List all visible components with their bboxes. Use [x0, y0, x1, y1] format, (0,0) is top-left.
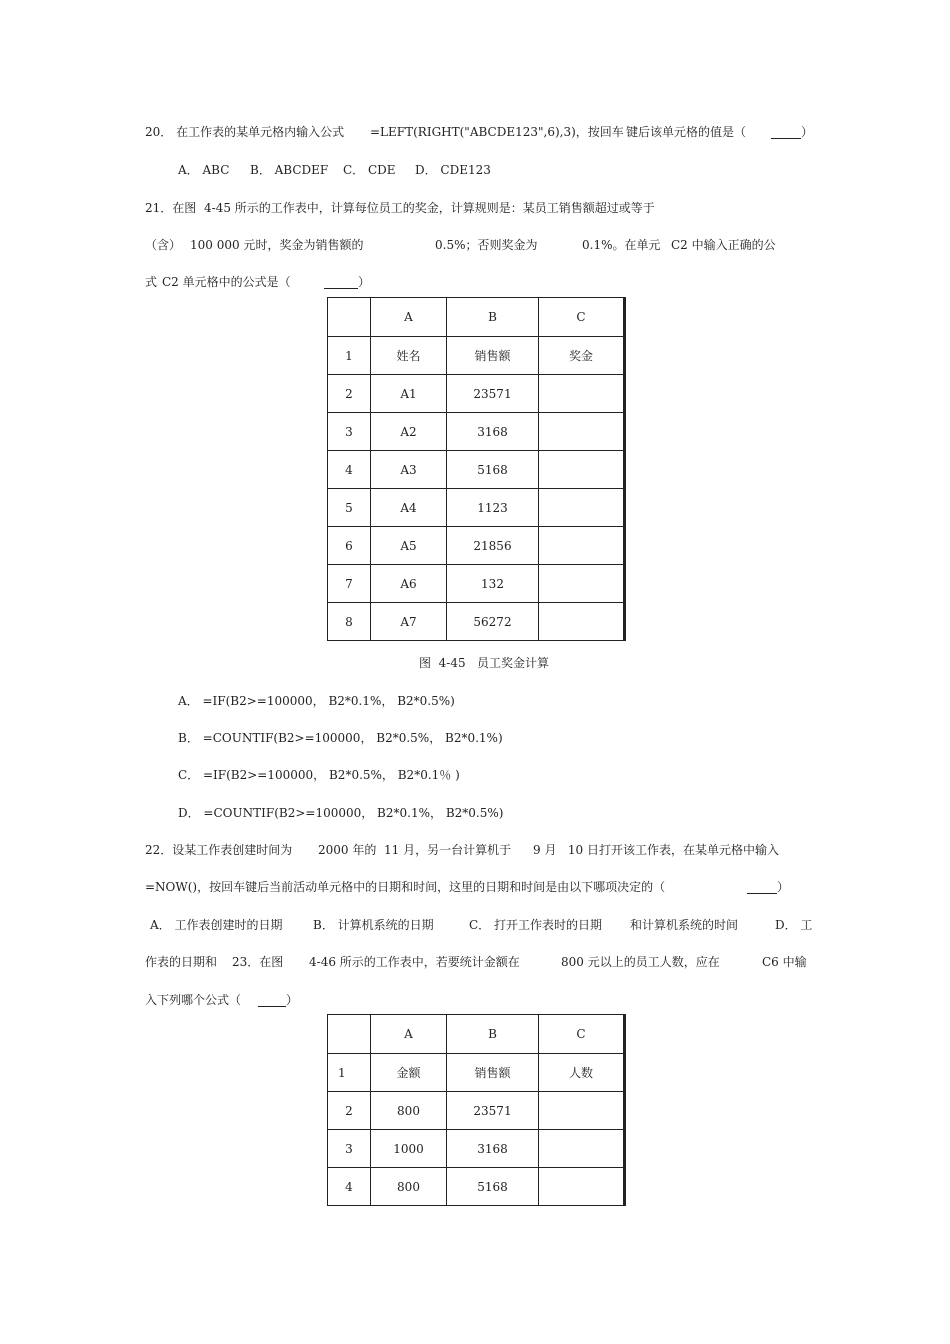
table-cell: A1 [371, 375, 447, 413]
figure-caption-4-45: 图 4-45 员工奖金计算 [419, 656, 550, 670]
q20-answer-blank [771, 125, 813, 139]
q20-text [145, 125, 344, 139]
q21-line2e: C2 中输入正确的公 [671, 238, 776, 252]
q22-option-c: C． 打开工作表时的日期 [469, 918, 602, 932]
table-cell: A2 [371, 413, 447, 451]
row-number: 8 [328, 603, 371, 641]
q20-option-a: A． ABC [178, 163, 230, 177]
q20-option-d: D． CDE123 [415, 163, 491, 177]
q21-line1a: 21．在图 [145, 201, 197, 215]
table-cell: A5 [371, 527, 447, 565]
table-row [328, 527, 625, 565]
table-cell [539, 565, 625, 603]
q23-line2: 入下列哪个公式（ [145, 993, 242, 1007]
table-cell: 1123 [447, 489, 539, 527]
q21-line2a: （含） [145, 238, 182, 252]
q22-option-a: A． 工作表创建时的日期 [150, 918, 283, 932]
column-header: A [371, 298, 447, 337]
table-cell: 800 [371, 1092, 447, 1130]
row-number: 2 [328, 1092, 371, 1130]
answer-blank [747, 881, 777, 894]
q22-line1b: 2000 年的 [318, 843, 377, 857]
row-number: 1 [328, 1054, 371, 1092]
q21-line1b: 4-45 所示的工作表中，计算每位员工的奖金，计算规则是：某员工销售额超过或等于 [204, 201, 655, 215]
q20-stem: 20． 在工作表的某单元格内输入公式 [145, 125, 345, 139]
column-header: A [371, 1015, 447, 1054]
table-cell [539, 489, 625, 527]
q21-option-d: D． =COUNTIF(B2>=100000， B2*0.1%， B2*0.5%) [178, 806, 504, 820]
q21-line2c: 0.5%；否则奖金为 [435, 238, 538, 252]
q22-line2: =NOW()，按回车键后当前活动单元格中的日期和时间，这里的日期和时间是由以下哪项决定的（ [145, 880, 666, 894]
table-cell: 3168 [447, 413, 539, 451]
table-cell: 销售额 [447, 1054, 539, 1092]
q21-line3b: C2 单元格中的公式是（ [162, 275, 291, 289]
table-cell [539, 1168, 625, 1206]
q23-answer-blank [258, 993, 298, 1007]
table-row [328, 451, 625, 489]
answer-blank [258, 994, 286, 1007]
q22-line1d: 9 月 10 日打开该工作表，在某单元格中输入 [533, 843, 779, 857]
q22-option-c-cont: 和计算机系统的时间 [630, 918, 739, 932]
q21-option-b: B． =COUNTIF(B2>=100000， B2*0.5%， B2*0.1%) [178, 731, 503, 745]
table-header-row [328, 1015, 625, 1054]
answer-blank [324, 276, 358, 289]
table-cell: 5168 [447, 451, 539, 489]
q20-formula [370, 125, 624, 139]
column-header: B [447, 298, 539, 337]
table-cell: 1000 [371, 1130, 447, 1168]
table-cell: 3168 [447, 1130, 539, 1168]
q21-line3a: 式 [145, 275, 158, 289]
paren-close: ） [801, 125, 814, 139]
table-cell [539, 527, 625, 565]
q22-option-b: B． 计算机系统的日期 [313, 918, 434, 932]
table-row [328, 603, 625, 641]
q20-tail [626, 125, 746, 139]
row-number: 6 [328, 527, 371, 565]
table-cell [539, 375, 625, 413]
table-cell: 800 [371, 1168, 447, 1206]
table-cell: A4 [371, 489, 447, 527]
table-cell [539, 413, 625, 451]
row-number: 3 [328, 1130, 371, 1168]
table-cell [539, 603, 625, 641]
paren-close: ） [777, 880, 790, 894]
table-row [328, 1092, 625, 1130]
column-header: B [447, 1015, 539, 1054]
row-number: 5 [328, 489, 371, 527]
q22-answer-blank [747, 880, 789, 894]
q23-line1b: 4-46 所示的工作表中，若要统计金额在 [309, 955, 520, 969]
q20-formula-text: =LEFT(RIGHT("ABCDE123",6),3)，按回车 [370, 125, 624, 139]
q20-option-b: B． ABCDEF [250, 163, 329, 177]
row-number: 2 [328, 375, 371, 413]
q21-option-c: C． =IF(B2>=100000， B2*0.5%， B2*0.1％ ) [178, 768, 460, 782]
q22-option-d-cont: 作表的日期和 [145, 955, 218, 969]
table-cell: 5168 [447, 1168, 539, 1206]
table-cell: 56272 [447, 603, 539, 641]
table-cell [539, 1092, 625, 1130]
table-cell: 23571 [447, 375, 539, 413]
table-employee-bonus [327, 297, 626, 641]
table-header-row [328, 298, 625, 337]
table-row [328, 565, 625, 603]
column-header: C [539, 298, 625, 337]
q21-line2b: 100 000 元时，奖金为销售额的 [190, 238, 364, 252]
row-number: 1 [328, 337, 371, 375]
table-cell: A6 [371, 565, 447, 603]
table-cell: 23571 [447, 1092, 539, 1130]
q23-line1d: C6 中输 [762, 955, 807, 969]
row-number: 3 [328, 413, 371, 451]
row-number: 4 [328, 1168, 371, 1206]
table-cell: 奖金 [539, 337, 625, 375]
table-cell [539, 451, 625, 489]
table-corner-cell [328, 298, 371, 337]
table-cell: 21856 [447, 527, 539, 565]
q22-line1c: 11 月，另一台计算机于 [384, 843, 512, 857]
paren-close: ） [286, 993, 299, 1007]
row-number: 4 [328, 451, 371, 489]
q21-option-a: A． =IF(B2>=100000， B2*0.1%， B2*0.5%) [178, 694, 455, 708]
paren-close: ） [358, 275, 371, 289]
table-cell: A3 [371, 451, 447, 489]
table-cell: 销售额 [447, 337, 539, 375]
table-sales-count [327, 1014, 626, 1206]
q23-line1a: 23．在图 [232, 955, 284, 969]
table-row [328, 1054, 625, 1092]
q23-line1c: 800 元以上的员工人数，应在 [561, 955, 720, 969]
q20-tail-text: 键后该单元格的值是（ [626, 125, 747, 139]
table-cell [539, 1130, 625, 1168]
table-corner-cell [328, 1015, 371, 1054]
row-number: 7 [328, 565, 371, 603]
table-cell: A7 [371, 603, 447, 641]
table-row [328, 1168, 625, 1206]
table-row [328, 375, 625, 413]
table-row [328, 413, 625, 451]
table-row [328, 337, 625, 375]
table-cell: 人数 [539, 1054, 625, 1092]
table-cell: 金额 [371, 1054, 447, 1092]
table-row [328, 1130, 625, 1168]
q21-answer-blank [324, 275, 370, 289]
table-cell: 姓名 [371, 337, 447, 375]
q21-line2d: 0.1%。在单元 [582, 238, 661, 252]
q20-option-c: C． CDE [343, 163, 396, 177]
table-row [328, 489, 625, 527]
column-header: C [539, 1015, 625, 1054]
q22-line1a: 22．设某工作表创建时间为 [145, 843, 293, 857]
answer-blank [771, 126, 801, 139]
q22-option-d: D． 工 [775, 918, 813, 932]
table-cell: 132 [447, 565, 539, 603]
